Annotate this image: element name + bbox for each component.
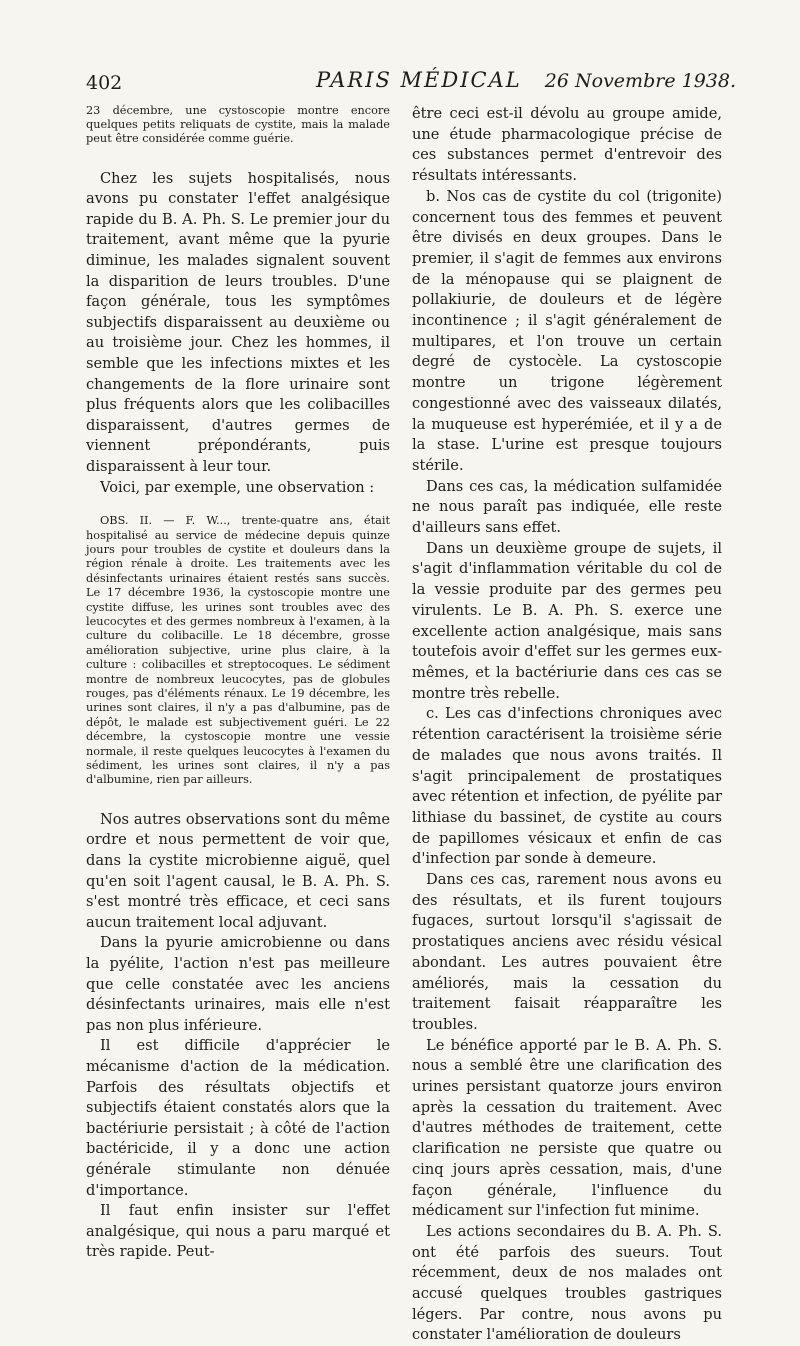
- body-paragraph: Il faut enfin insister sur l'effet analgésique, qui nous a paru marqué et très rapide. Peut-: [86, 1202, 390, 1261]
- body-paragraph: Le bénéfice apporté par le B. A. Ph. S. nous a semblé être une clarification des urines persistant quatorze jours environ après la cessation du traitement. Avec d'autres méthodes de traitement, cette clarification ne persiste que quatre ou cinq jours après cessation, mais, d'une façon générale, l'influence du médicament sur l'infection fut minime.: [412, 1036, 722, 1220]
- journal-title: PARIS MÉDICAL: [316, 68, 522, 92]
- body-paragraph: Dans ces cas, la médication sulfamidée ne nous paraît pas indiquée, elle reste d'ailleurs sans effet.: [412, 477, 722, 537]
- body-paragraph: Nos autres observations sont du même ordre et nous permettent de voir que, dans la cystite microbienne aiguë, quel qu'en soit l'agent causal, le B. A. Ph. S. s'est montré très efficace, et ceci sans aucun traitement local adjuvant.: [86, 810, 390, 931]
- body-paragraph: Dans la pyurie amicrobienne ou dans la pyélite, l'action n'est pas meilleure que celle constatée avec les anciens désinfectants urinaires, mais elle n'est pas non plus inférieure.: [86, 934, 390, 1034]
- body-paragraph: Dans ces cas, rarement nous avons eu des résultats, et ils furent toujours fugaces, surtout lorsqu'il s'agissait de prostatiques anciens avec résidu vésical abondant. Les autres pouvaient être améliorés, mais la cessation du traitement faisait réapparaître les troubles.: [412, 871, 722, 1033]
- body-paragraph: b. Nos cas de cystite du col (trigonite) concernent tous des femmes et peuvent être divisés en deux groupes. Dans le premier, il s'agit de femmes aux environs de la ménopause qui se plaignent de pollakiurie, de douleurs et de légère incontinence ; il s'agit généralement de multipares, et l'on trouve un certain degré de cystocèle. La cystoscopie montre un trigone légèrement congestionné avec des vaisseaux dilatés, la muqueuse est hyperémiée, et il y a de la stase. L'urine est presque toujours stérile.: [412, 187, 722, 474]
- body-paragraph: Dans un deuxième groupe de sujets, il s'agit d'inflammation véritable du col de la vessie produite par des germes peu virulents. Le B. A. Ph. S. exerce une excellente action analgésique, mais sans toutefois avoir d'effet sur les germes eux-mêmes, et la bactériurie dans ces cas se montre très rebelle.: [412, 539, 722, 702]
- page-number: 402: [86, 72, 123, 94]
- body-paragraph: c. Les cas d'infections chroniques avec rétention caractérisent la troisième série de malades que nous avons traités. Il s'agit principalement de prostatiques avec rétention et infection, de pyélite par lithiase du bassinet, de cystite au cours de papillomes vésicaux et enfin de cas d'infection par sonde à demeure.: [412, 705, 722, 868]
- case-conclusion-paragraph: 23 décembre, une cystoscopie montre encore quelques petits reliquats de cystite, mais la malade peut être considérée comme guérie.: [86, 104, 390, 146]
- issue-date: 26 Novembre 1938.: [544, 70, 736, 92]
- page-header: [86, 68, 736, 100]
- body-paragraph: Il est difficile d'apprécier le mécanisme d'action de la médication. Parfois des résultats objectifs et subjectifs étaient constatés alors que la bactériurie persistait ; à côté de l'action bactéricide, il y a donc une action générale stimulante non dénuée d'importance.: [86, 1037, 390, 1199]
- left-column: [86, 104, 390, 1263]
- body-paragraph: être ceci est-il dévolu au groupe amide, une étude pharmacologique précise de ces substances permet d'entrevoir des résultats intéressants.: [412, 105, 722, 185]
- body-paragraph: Les actions secondaires du B. A. Ph. S. ont été parfois des sueurs. Tout récemment, deux de nos malades ont accusé quelques troubles gastriques légers. Par contre, nous avons pu constater l'amélioration de douleurs: [412, 1222, 722, 1344]
- body-paragraph: Voici, par exemple, une observation :: [100, 478, 375, 496]
- right-column: [412, 104, 722, 1346]
- body-paragraph: Chez les sujets hospitalisés, nous avons pu constater l'effet analgésique rapide du B. A. Ph. S. Le premier jour du traitement, avant même que la pyurie diminue, les malades signalent souvent la disparition de leurs troubles. D'une façon générale, tous les symptômes subjectifs disparaissent au deuxième ou au troisième jour. Chez les hommes, il semble que les infections mixtes et les changements de la flore urinaire sont plus fréquents alors que les colibacilles disparaissent, d'autres germes de viennent prépondérants, puis disparaissent à leur tour.: [86, 169, 390, 475]
- observation-paragraph: OBS. II. — F. W..., trente-quatre ans, était hospitalisé au service de médecine depuis quinze jours pour troubles de cystite et douleurs dans la région rénale à droite. Les traitements avec les désinfectants urinaires étaient restés sans succès. Le 17 décembre 1936, la cystoscopie montre une cystite diffuse, les urines sont troubles avec des leucocytes et des germes nombreux à l'examen, à la culture du colibacille. Le 18 décembre, grosse amélioration subjective, urine plus claire, à la culture : colibacilles et streptocoques. Le sédiment montre de nombreux leucocytes, pas de globules rouges, pas d'éléments rénaux. Le 19 décembre, les urines sont claires, il n'y a pas d'albumine, pas de dépôt, le malade est subjectivement guéri. Le 22 décembre, la cystoscopie montre une vessie normale, il reste quelques leucocytes à l'examen du sédiment, les urines sont claires, il n'y a pas d'albumine, rien par ailleurs.: [86, 514, 390, 787]
